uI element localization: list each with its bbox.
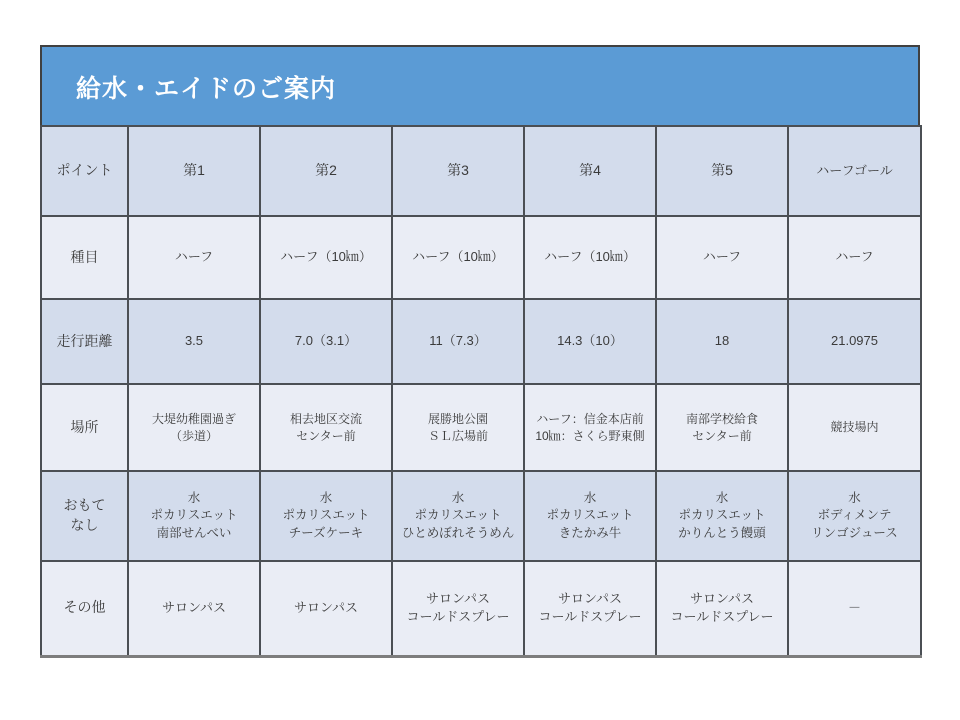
table-cell: 相去地区交流 センター前 bbox=[260, 384, 392, 471]
table-cell: 第2 bbox=[260, 126, 392, 216]
page-title: 給水・エイドのご案内 bbox=[76, 75, 337, 103]
table-cell: ハーフ（10㎞） bbox=[524, 216, 656, 299]
row-label: おもて なし bbox=[41, 471, 128, 561]
table-cell: サロンパス コールドスプレー bbox=[524, 561, 656, 656]
row-label: 走行距離 bbox=[41, 299, 128, 384]
table-row-location bbox=[41, 384, 921, 471]
table-cell: 水 ボディメンテ リンゴジュース bbox=[788, 471, 921, 561]
table-cell: 水 ポカリスエット きたかみ牛 bbox=[524, 471, 656, 561]
table-row-hospitality bbox=[41, 471, 921, 561]
table-cell: サロンパス bbox=[260, 561, 392, 656]
table-cell: 展勝地公園 ＳＬ広場前 bbox=[392, 384, 524, 471]
table-cell: 競技場内 bbox=[788, 384, 921, 471]
table-cell: サロンパス bbox=[128, 561, 260, 656]
row-label: ポイント bbox=[41, 126, 128, 216]
table-cell: 水 ポカリスエット ひとめぼれそうめん bbox=[392, 471, 524, 561]
table-cell: ハーフ：信金本店前 10㎞：さくら野東側 bbox=[524, 384, 656, 471]
table-row-other bbox=[41, 561, 921, 656]
table-cell: 14.3（10） bbox=[524, 299, 656, 384]
table-row-event bbox=[41, 216, 921, 299]
table-cell: 第1 bbox=[128, 126, 260, 216]
table-cell: 11（7.3） bbox=[392, 299, 524, 384]
table-row-point bbox=[41, 126, 921, 216]
table-cell: ハーフ bbox=[128, 216, 260, 299]
table-cell: 水 ポカリスエット かりんとう饅頭 bbox=[656, 471, 788, 561]
row-label: 場所 bbox=[41, 384, 128, 471]
table-cell: 水 ポカリスエット チーズケーキ bbox=[260, 471, 392, 561]
table-cell: 南部学校給食 センター前 bbox=[656, 384, 788, 471]
table-cell: 3.5 bbox=[128, 299, 260, 384]
table-cell: ハーフゴール bbox=[788, 126, 921, 216]
table-cell: サロンパス コールドスプレー bbox=[392, 561, 524, 656]
table-cell: 第4 bbox=[524, 126, 656, 216]
table-cell: ハーフ bbox=[656, 216, 788, 299]
table-title-bar bbox=[40, 45, 920, 125]
table-cell: ハーフ bbox=[788, 216, 921, 299]
table-cell: 7.0（3.1） bbox=[260, 299, 392, 384]
table-cell: ハーフ（10㎞） bbox=[392, 216, 524, 299]
row-label: その他 bbox=[41, 561, 128, 656]
table-cell: サロンパス コールドスプレー bbox=[656, 561, 788, 656]
table-cell: 第5 bbox=[656, 126, 788, 216]
table-row-distance bbox=[41, 299, 921, 384]
table-cell: － bbox=[788, 561, 921, 656]
table-cell: 18 bbox=[656, 299, 788, 384]
table-cell: 21.0975 bbox=[788, 299, 921, 384]
aid-guide-table bbox=[40, 45, 920, 658]
aid-station-table bbox=[40, 125, 922, 658]
table-cell: 大堤幼稚園過ぎ （歩道） bbox=[128, 384, 260, 471]
table-cell: 水 ポカリスエット 南部せんべい bbox=[128, 471, 260, 561]
table-cell: 第3 bbox=[392, 126, 524, 216]
row-label: 種目 bbox=[41, 216, 128, 299]
table-cell: ハーフ（10㎞） bbox=[260, 216, 392, 299]
